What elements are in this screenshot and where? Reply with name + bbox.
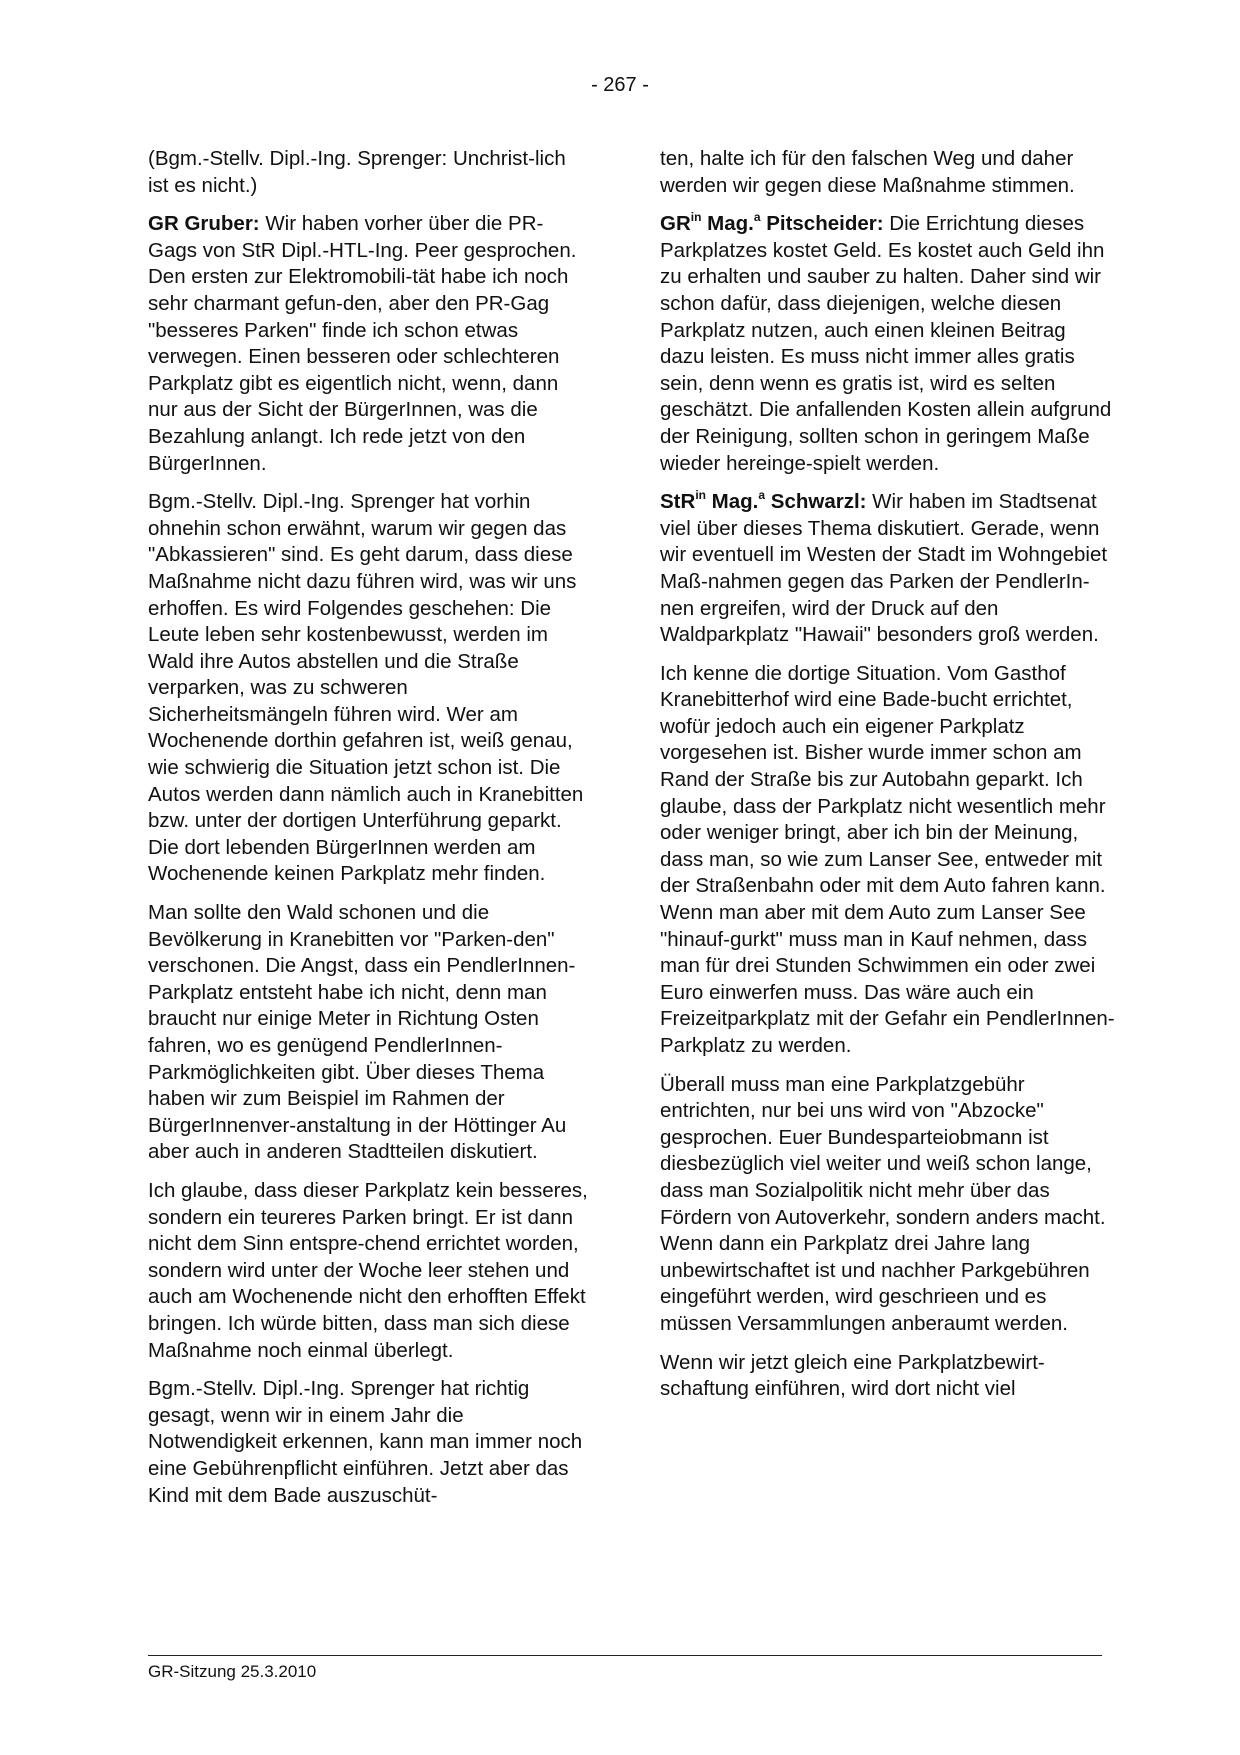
speaker-degree-suffix: a xyxy=(753,210,761,225)
paragraph xyxy=(660,1072,1115,1338)
paragraph-text: Überall muss man eine Parkplatzgebühr entrichten, nur bei uns wird von "Abzocke" gesprochen. Euer Bundesparteiobmann ist diesbezüglich viel weiter und weiß schon lange, dass man Sozialpolitik nicht mehr über das Fördern von Autoverkehr, sondern anders macht. Wenn dann ein Parkplatz drei Jahre lang unbewirtschaftet ist und nachher Parkgebühren eingeführt werden, wird geschrieen und es müssen Versammlungen anberaumt werden. xyxy=(660,1072,1106,1335)
paragraph-text: Ich glaube, dass dieser Parkplatz kein besseres, sondern ein teureres Parken bringt. Er ist dann nicht dem Sinn entspre-chend errichtet worden, sondern wird unter der Woche leer stehen und auch am Wochenende nicht den erhofften Effekt bringen. Ich würde bitten, dass man sich diese Maßnahme noch einmal überlegt. xyxy=(148,1178,588,1362)
speaker-surname: Pitscheider: xyxy=(760,212,884,236)
paragraph-text: (Bgm.-Stellv. Dipl.-Ing. Sprenger: Unchrist-lich ist es nicht.) xyxy=(148,147,566,197)
paragraph-text: Man sollte den Wald schonen und die Bevölkerung in Kranebitten vor "Parken-den" verschonen. Die Angst, dass ein PendlerInnen-Parkplatz entsteht habe ich nicht, denn man braucht nur einige Meter in Richtung Osten fahren, wo es genügend PendlerInnen-Parkmöglichkeiten gibt. Über dieses Thema haben wir zum Beispiel im Rahmen der BürgerInnenver-anstaltung in der Höttinger Au aber auch in anderen Stadtteilen diskutiert. xyxy=(148,901,576,1164)
left-column xyxy=(148,146,588,1521)
speaker-name: GR Gruber: xyxy=(148,212,260,236)
footer-divider xyxy=(148,1655,1102,1656)
paragraph-pitscheider xyxy=(660,211,1115,477)
footer-session-label: GR-Sitzung 25.3.2010 xyxy=(148,1662,317,1681)
paragraph-text: Ich kenne die dortige Situation. Vom Gasthof Kranebitterhof wird eine Bade-bucht errichtet, wofür jedoch auch ein eigener Parkplatz vorgesehen ist. Bisher wurde immer schon am Rand der Straße bis zur Autobahn geparkt. Ich glaube, dass der Parkplatz nicht wesentlich mehr oder weniger bringt, aber ich bin der Meinung, dass man, so wie zum Lanser See, entweder mit der Straßenbahn oder mit dem Auto fahren kann. Wenn man aber mit dem Auto zum Lanser See "hinauf-gurkt" muss man in Kauf nehmen, dass man für drei Stunden Schwimmen ein oder zwei Euro einwerfen muss. Das wäre auch ein Freizeitparkplatz mit der Gefahr ein PendlerInnen-Parkplatz zu werden. xyxy=(660,661,1115,1057)
paragraph xyxy=(660,661,1115,1060)
speaker-degree: Mag. xyxy=(701,212,754,236)
paragraph-text: Die Errichtung dieses Parkplatzes kostet Geld. Es kostet auch Geld ihn zu erhalten und sauber zu halten. Daher sind wir schon dafür, dass diejenigen, welche diesen Parkplatz nutzen, auch einen kleinen Beitrag dazu leisten. Es muss nicht immer alles gratis sein, denn wenn es gratis ist, wird es selten geschätzt. Die anfallenden Kosten allein aufgrund der Reinigung, sollten schon in geringem Maße wieder hereinge-spielt werden. xyxy=(660,212,1112,475)
paragraph-text: Wir haben vorher über die PR-Gags von StR Dipl.-HTL-Ing. Peer gesprochen. Den ersten zur Elektromobili-tät habe ich noch sehr charmant gefun-den, aber den PR-Gag "besseres Parken" finde ich schon etwas verwegen. Einen besseren oder schlechteren Parkplatz gibt es eigentlich nicht, wenn, dann nur aus der Sicht der BürgerInnen, was die Bezahlung anlangt. Ich rede jetzt von den BürgerInnen. xyxy=(148,212,577,475)
paragraph-gruber xyxy=(148,211,588,477)
paragraph xyxy=(148,900,588,1166)
paragraph-text: ten, halte ich für den falschen Weg und daher werden wir gegen diese Maßnahme stimmen. xyxy=(660,147,1075,197)
paragraph-text: Wir haben im Stadtsenat viel über dieses Thema diskutiert. Gerade, wenn wir eventuell im Westen der Stadt im Wohngebiet Maß-nahmen gegen das Parken der PendlerIn-nen ergreifen, wird der Druck auf den Waldparkplatz "Hawaii" besonders groß werden. xyxy=(660,490,1108,647)
paragraph-schwarzl xyxy=(660,489,1115,649)
paragraph-continued xyxy=(660,146,1115,199)
right-column xyxy=(660,146,1115,1415)
paragraph xyxy=(148,1376,588,1509)
paragraph xyxy=(148,489,588,888)
paragraph-text: Bgm.-Stellv. Dipl.-Ing. Sprenger hat richtig gesagt, wenn wir in einem Jahr die Notwendigkeit erkennen, kann man immer noch eine Gebührenpflicht einführen. Jetzt aber das Kind mit dem Bade auszuschüt- xyxy=(148,1377,583,1507)
paragraph xyxy=(660,1350,1115,1403)
speaker-title: StR xyxy=(660,490,696,514)
speaker-surname: Schwarzl: xyxy=(765,490,867,514)
paragraph xyxy=(148,1178,588,1364)
speaker-degree-suffix: a xyxy=(758,488,766,503)
paragraph-text: Wenn wir jetzt gleich eine Parkplatzbewirt-schaftung einführen, wird dort nicht viel xyxy=(660,1350,1045,1401)
speaker-name xyxy=(660,212,884,235)
page-number: - 267 - xyxy=(591,74,649,96)
paragraph-interjection-sprenger xyxy=(148,146,588,199)
speaker-name xyxy=(660,490,866,513)
speaker-title-suffix: in xyxy=(690,210,702,225)
paragraph-text: Bgm.-Stellv. Dipl.-Ing. Sprenger hat vorhin ohnehin schon erwähnt, warum wir gegen das "Abkassieren" sind. Es geht darum, dass diese Maßnahme nicht dazu führen wird, was wir uns erhoffen. Es wird Folgendes geschehen: Die Leute leben sehr kostenbewusst, werden im Wald ihre Autos abstellen und die Straße verparken, was zu schweren Sicherheitsmängeln führen wird. Wer am Wochenende dorthin gefahren ist, weiß genau, wie schwierig die Situation jetzt schon ist. Die Autos werden dann nämlich auch in Kranebitten bzw. unter der dortigen Unterführung geparkt. Die dort lebenden BürgerInnen werden am Wochenende keinen Parkplatz mehr finden. xyxy=(148,490,584,886)
speaker-title-suffix: in xyxy=(695,488,706,503)
speaker-title: GR xyxy=(660,212,691,236)
speaker-degree: Mag. xyxy=(705,490,759,514)
